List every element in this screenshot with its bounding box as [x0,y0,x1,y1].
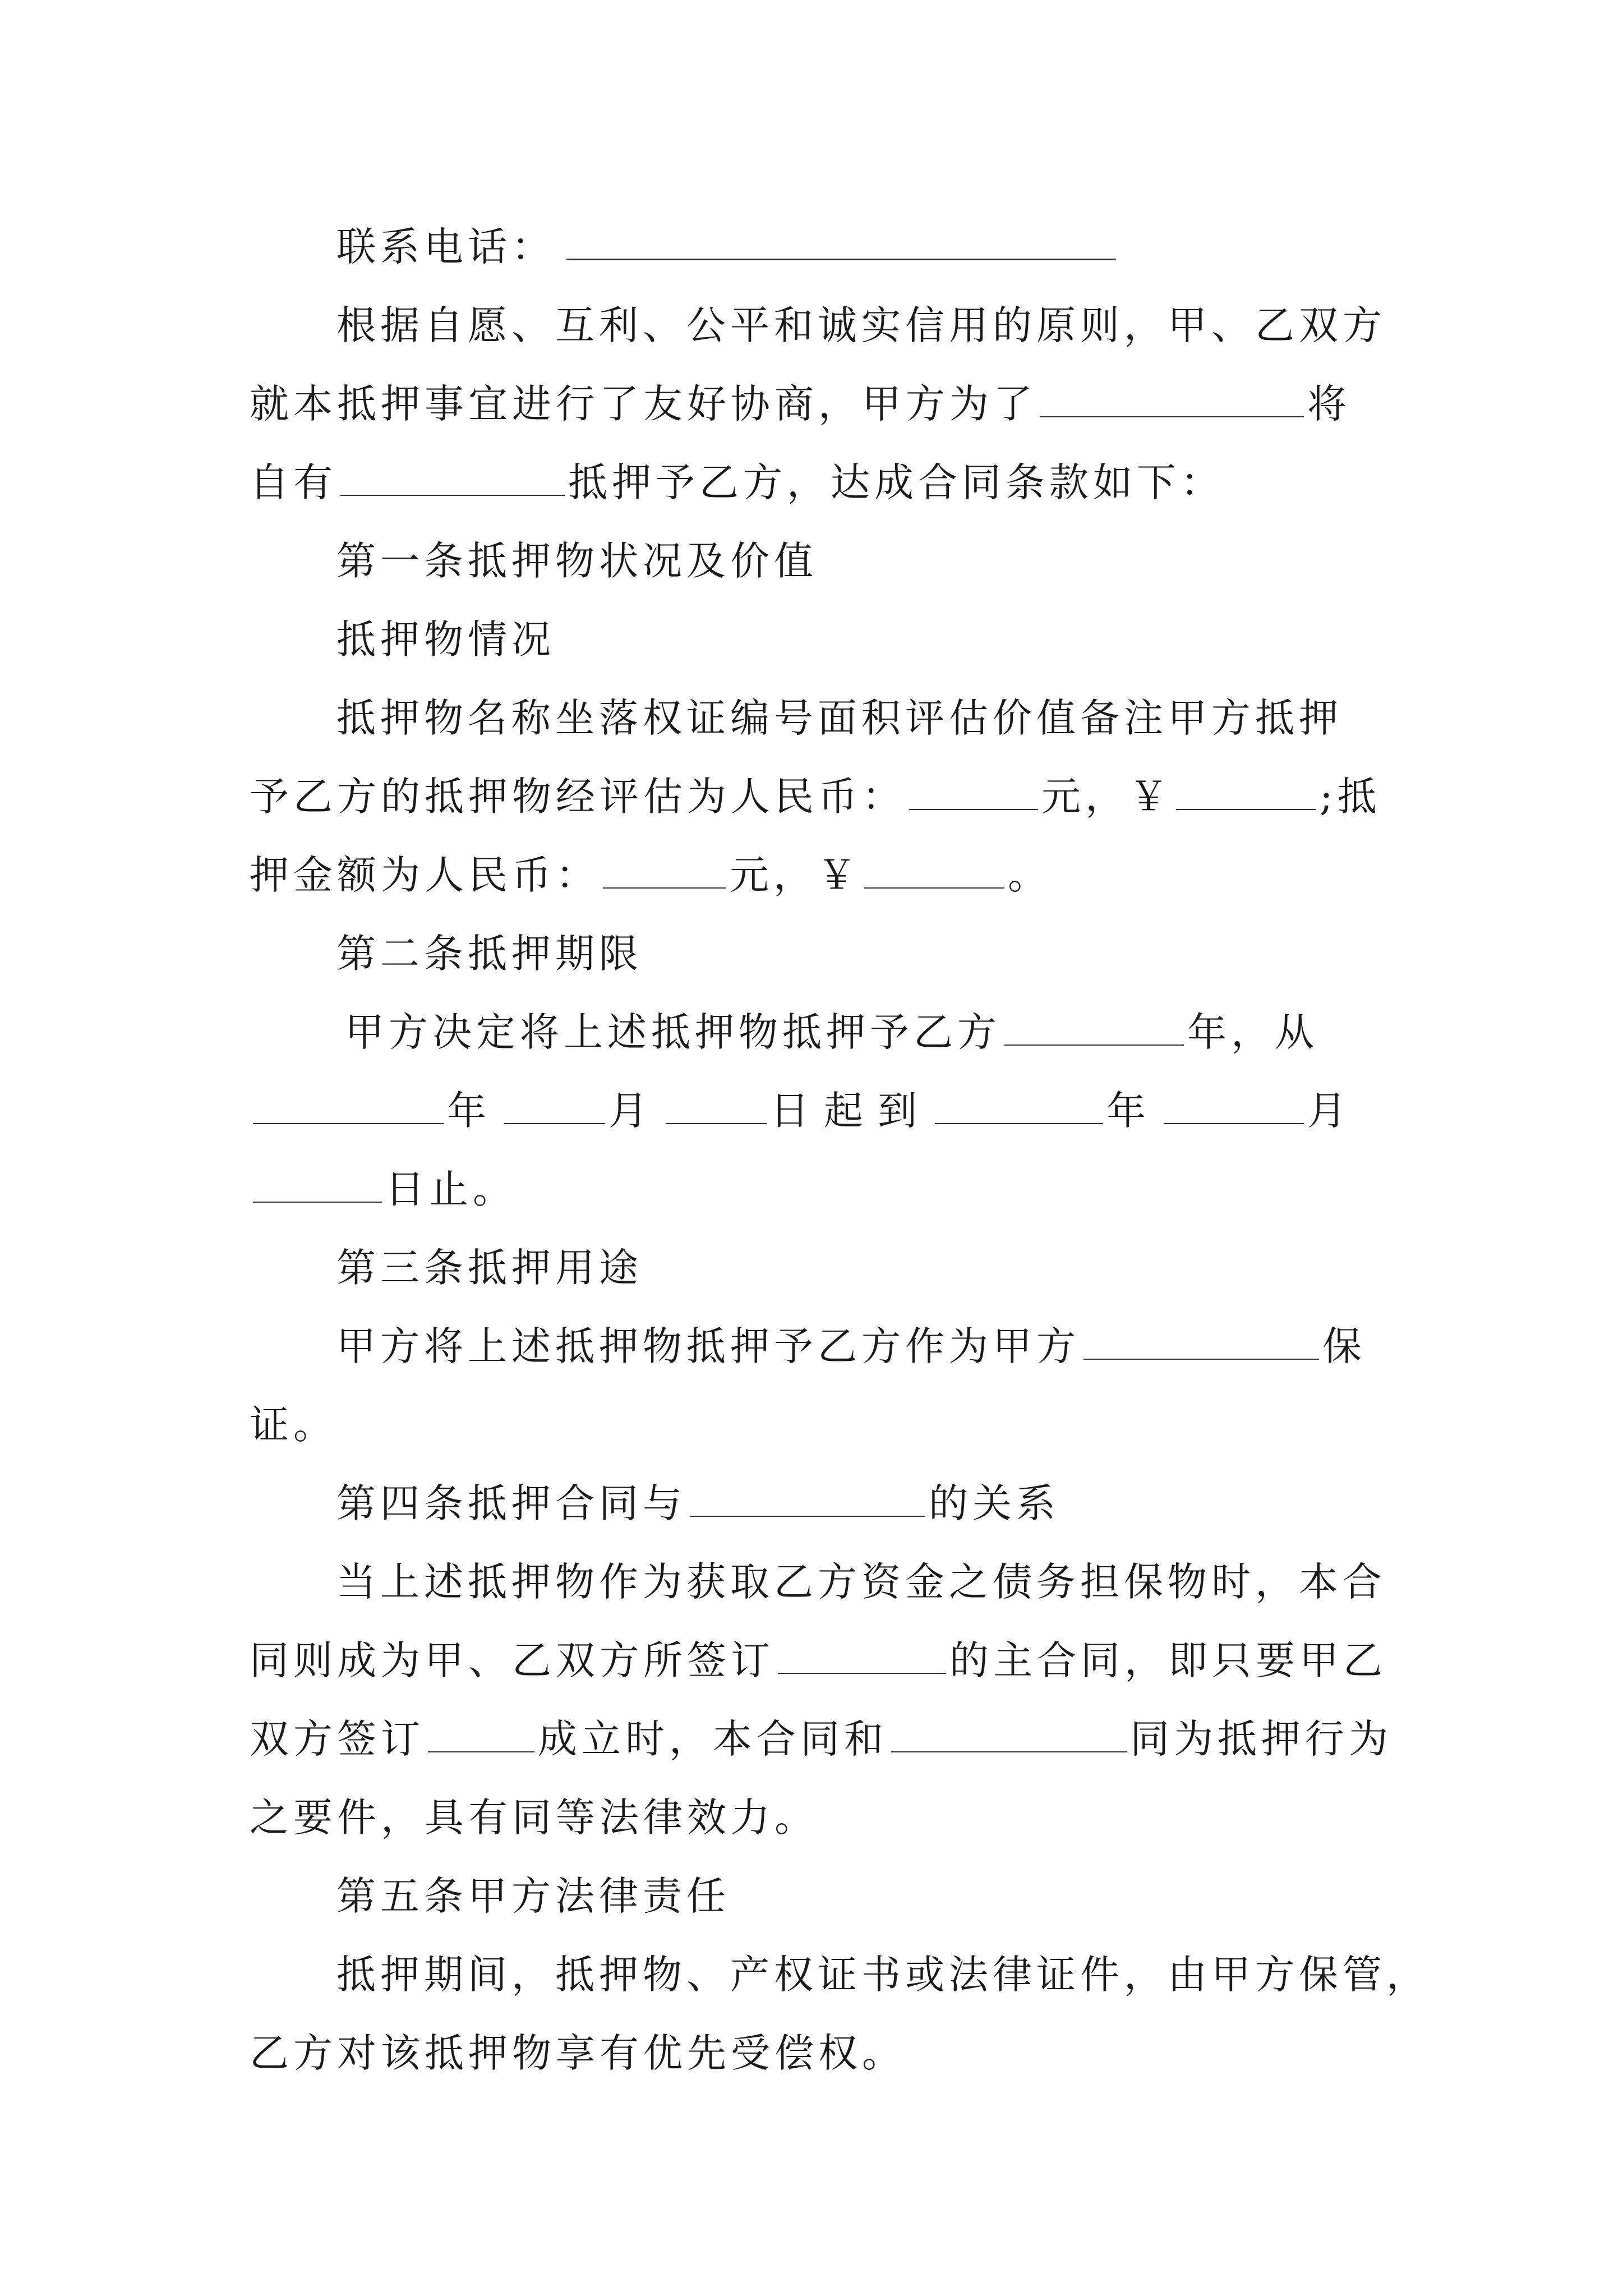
text-span: 第一条抵押物状况及价值 [336,538,818,584]
text-span: 同为抵押行为 [1130,1716,1393,1762]
fill-blank [340,460,565,496]
text-span: 之要件，具有同等法律效力。 [250,1795,818,1841]
text-span: 当上述抵押物作为获取乙方资金之债务担保物时，本合 [336,1559,1386,1605]
paragraph-line [250,1789,818,1846]
text-span: 月 [1307,1088,1361,1134]
text-span: 同则成为甲、乙双方所签订 [250,1637,774,1683]
fill-blank [603,853,726,889]
section-heading [336,926,643,982]
fill-blank [935,1088,1103,1124]
paragraph-line [250,2025,906,2081]
text-span: 双方签订 [250,1716,425,1762]
text-span: 抵押物情况 [336,616,555,662]
text-span: 的关系 [929,1480,1060,1526]
text-span: 年 [1106,1088,1160,1134]
section-heading [336,1240,643,1296]
text-span: 。 [1008,852,1052,898]
paragraph-line [336,1554,1386,1610]
paragraph-line [250,1711,1393,1767]
contact-phone-label: 联系电话： [336,224,555,270]
text-span: 第二条抵押期限 [336,931,643,977]
section-heading [336,1868,730,1924]
paragraph-line [250,1397,337,1453]
paragraph-line [250,1632,1387,1688]
section-heading [336,533,818,589]
text-span: 元，￥ [1041,774,1173,820]
text-span: 抵押予乙方，达成合同条款如下： [568,459,1224,505]
fill-blank [778,1638,946,1674]
fill-blank [1083,1324,1319,1360]
text-span: 日止。 [385,1166,517,1212]
text-span: 抵押物名称坐落权证编号面积评估价值备注甲方抵押 [336,695,1343,741]
subheading [336,611,555,668]
paragraph-line [250,769,1381,825]
paragraph-line [250,376,1351,432]
fill-blank [666,1088,767,1124]
fill-blank [690,1481,925,1517]
text-span: 自有 [250,459,337,505]
paragraph-line [336,1947,1430,2003]
text-span: 年，从 [1187,1009,1318,1055]
fill-blank [909,774,1038,810]
fill-blank [891,1717,1127,1752]
section-heading [336,1475,1060,1531]
fill-blank [1040,381,1304,417]
text-span: 元，￥ [730,852,861,898]
text-span: 抵押期间，抵押物、产权证书或法律证件，由甲方保管， [336,1952,1430,1998]
fill-blank [1004,1010,1184,1046]
text-span: 月 [608,1088,662,1134]
fill-blank [1164,1088,1304,1124]
fill-blank [504,1088,605,1124]
contact-phone-line [336,219,1119,275]
paragraph-line [250,847,1052,903]
text-span: 保 [1322,1323,1366,1369]
text-span: 根据自愿、互利、公平和诚实信用的原则，甲、乙双方 [336,302,1386,348]
paragraph-line [336,297,1386,353]
fill-blank [253,1088,444,1124]
paragraph-line [336,690,1343,746]
text-span: 年 [447,1088,501,1134]
text-span: 就本抵押事宜进行了友好协商，甲方为了 [250,381,1037,427]
text-span: 乙方对该抵押物享有优先受偿权。 [250,2030,906,2076]
fill-blank [428,1717,534,1752]
text-span: 第五条甲方法律责任 [336,1873,730,1919]
text-span: 成立时，本合同和 [538,1716,888,1762]
text-span: 甲方将上述抵押物抵押予乙方作为甲方 [336,1323,1080,1369]
text-span: 将 [1307,381,1351,427]
text-span: 的主合同，即只要甲乙 [949,1637,1387,1683]
paragraph-line [250,454,1224,510]
text-span: 甲方决定将上述抵押物抵押予乙方 [345,1009,1001,1055]
fill-blank [1176,774,1316,810]
text-span: 日起到 [770,1088,932,1134]
paragraph-line [345,1004,1318,1060]
paragraph-line [336,1318,1366,1374]
text-span: 第三条抵押用途 [336,1245,643,1291]
text-span: 证。 [250,1402,337,1448]
text-span: 予乙方的抵押物经评估为人民币： [250,774,906,820]
text-span: 押金额为人民币： [250,852,600,898]
contact-phone-blank [566,224,1116,260]
fill-blank [253,1167,382,1203]
text-span: ;抵 [1320,774,1381,820]
text-span: 第四条抵押合同与 [336,1480,686,1526]
paragraph-line [250,1083,1361,1139]
paragraph-line [250,1161,517,1217]
fill-blank [864,853,1004,889]
